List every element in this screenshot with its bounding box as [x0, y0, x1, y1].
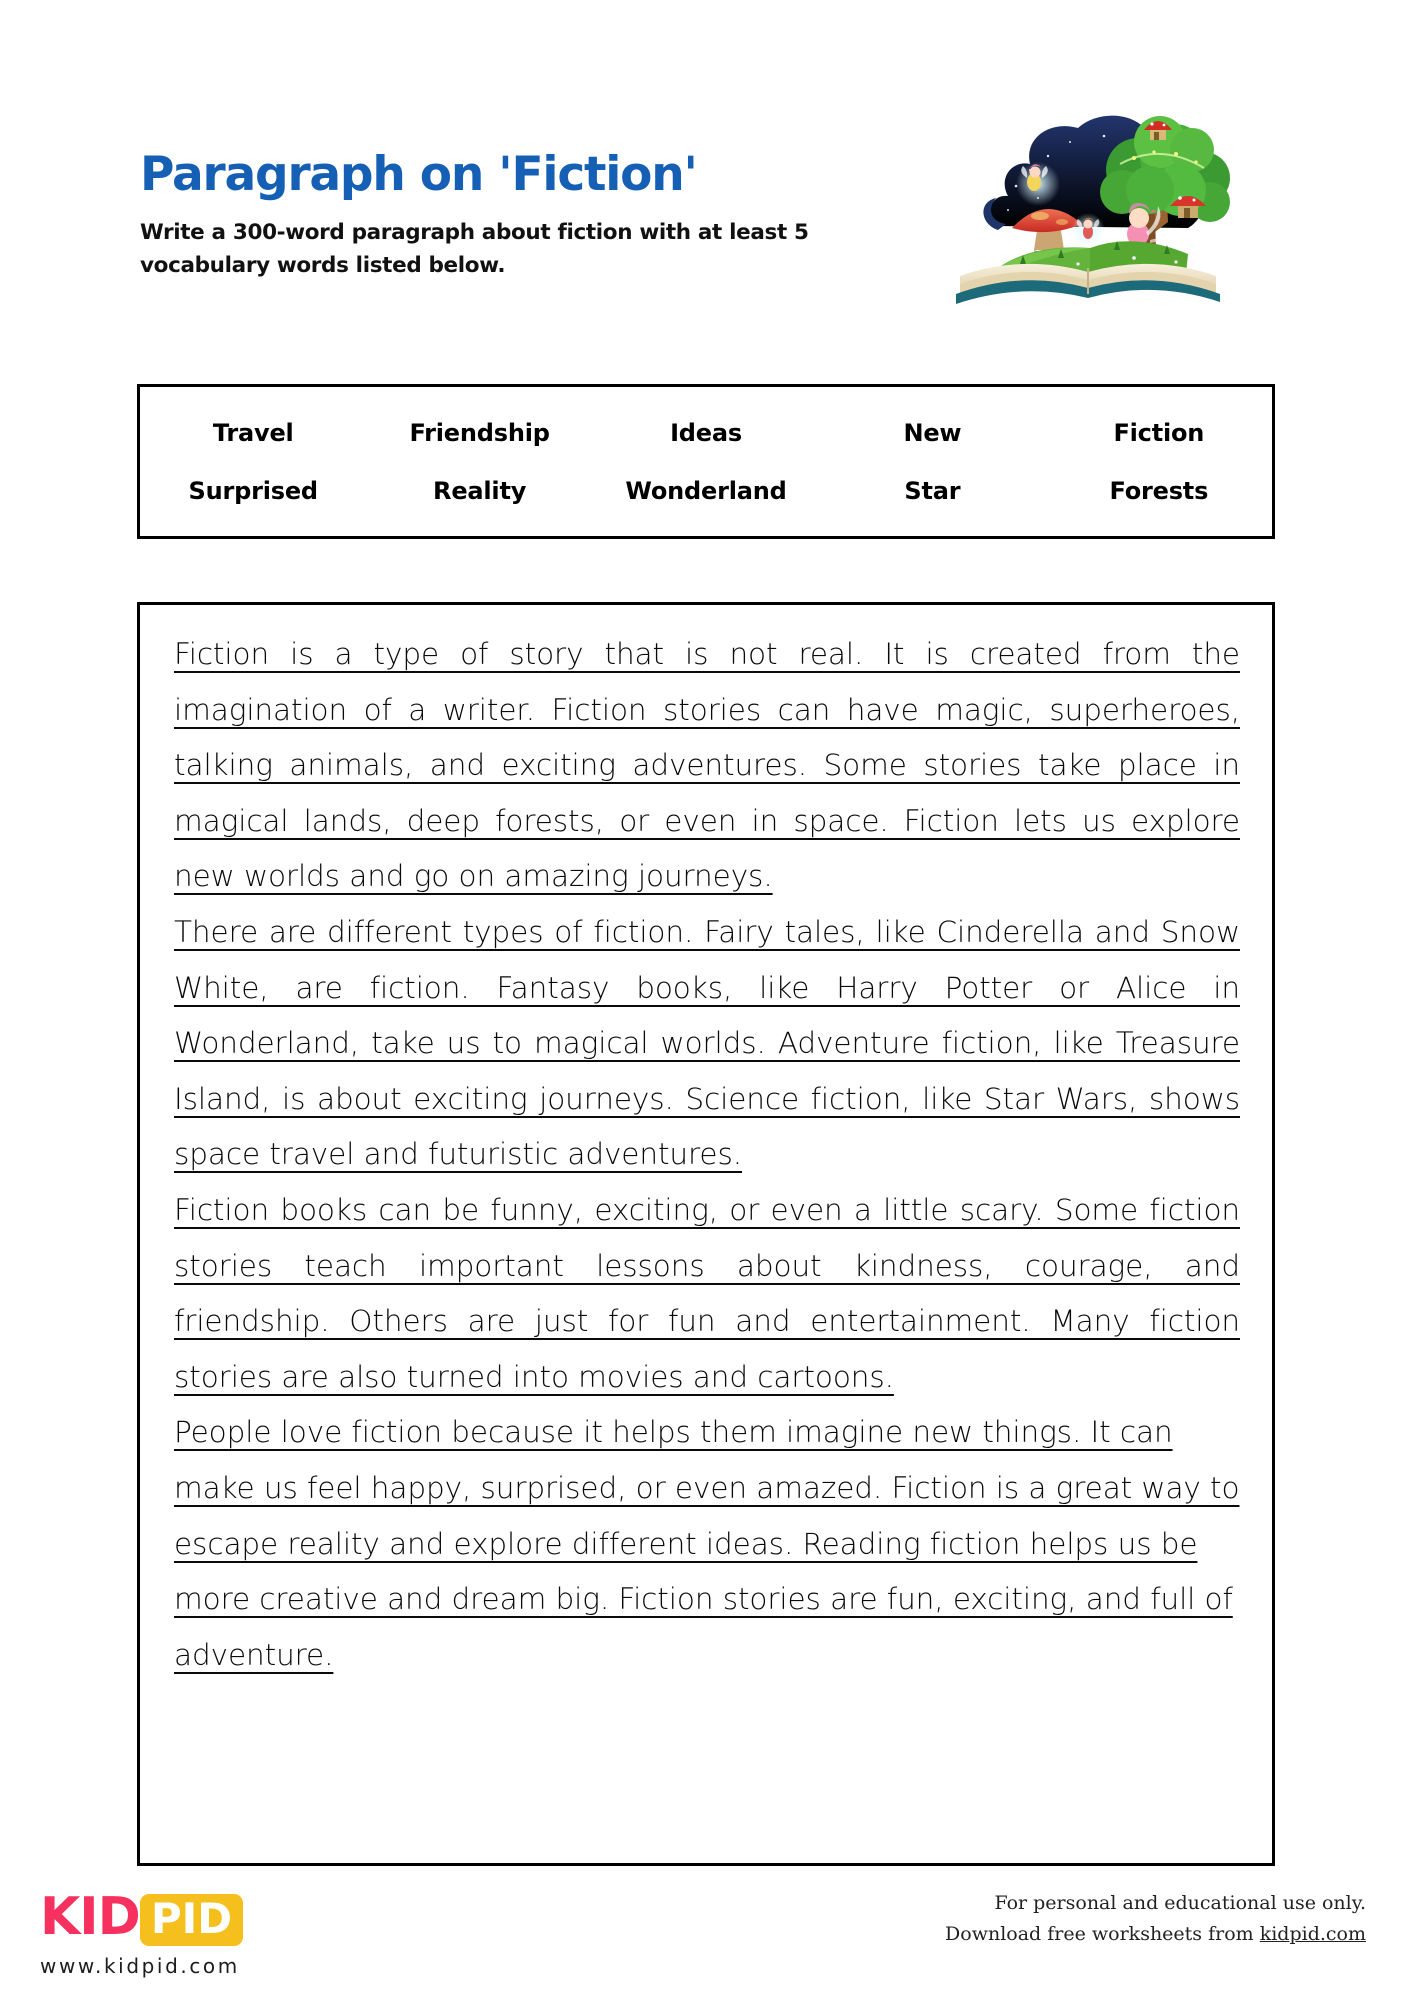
- writing-answer-box[interactable]: [137, 602, 1275, 1866]
- logo-mark: [40, 1888, 243, 1946]
- vocabulary-word: Forests: [1109, 476, 1209, 505]
- page-footer: [0, 1880, 1414, 2000]
- logo-website-url: www.kidpid.com: [40, 1954, 240, 1978]
- vocabulary-word: Reality: [433, 476, 527, 505]
- open-storybook-fairy-tale-icon: [938, 98, 1238, 306]
- kidpid-logo[interactable]: [40, 1888, 243, 1978]
- logo-kid-text: KID: [40, 1887, 140, 1947]
- vocabulary-word: Star: [904, 476, 961, 505]
- vocabulary-word: Fiction: [1113, 418, 1205, 447]
- answer-paragraph: [174, 1183, 1240, 1405]
- footer-notice-line1: For personal and educational use only.: [994, 1892, 1366, 1914]
- vocabulary-box: [137, 384, 1275, 539]
- vocabulary-row: [140, 477, 1272, 505]
- answer-paragraph-text: Fiction books can be funny, exciting, or even a little scary. Some fiction stories teach important lessons about kindness, courage, and friendship. Others are just for fun and entertainment. Many fiction stories are also turned into movies and cartoons.: [174, 1192, 1240, 1394]
- vocabulary-word: Wonderland: [625, 476, 787, 505]
- vocabulary-word: Travel: [212, 418, 294, 447]
- worksheet-instructions: Write a 300-word paragraph about fiction with at least 5 vocabulary words listed below.: [140, 220, 809, 279]
- answer-paragraph-text: People love fiction because it helps them imagine new things. It can make us feel happy, surprised, or even amazed. Fiction is a great way to escape reality and explore different ideas. Reading fiction helps us be more creative and dream big. Fiction stories are fun, exciting, and full of adventure.: [174, 1415, 1240, 1672]
- vocabulary-word: Ideas: [670, 418, 742, 447]
- page-title: Paragraph on 'Fiction': [140, 147, 697, 202]
- footer-notice-line2: [945, 1919, 1366, 1950]
- footer-notice-prefix: Download free worksheets from: [945, 1922, 1260, 1945]
- answer-paragraph-text: There are different types of fiction. Fairy tales, like Cinderella and Snow White, are fiction. Fantasy books, like Harry Potter or Alice in Wonderland, take us to magical worlds. Adventure fiction, like Treasure Island, is about exciting journeys. Science fiction, like Star Wars, shows space travel and futuristic adventures.: [174, 914, 1240, 1172]
- vocabulary-word: Surprised: [188, 476, 318, 505]
- answer-paragraph: [174, 1405, 1240, 1683]
- answer-paragraph: [174, 905, 1240, 1183]
- vocabulary-word: New: [903, 418, 962, 447]
- vocabulary-word: Friendship: [409, 418, 550, 447]
- kidpid-link[interactable]: kidpid.com: [1259, 1922, 1366, 1945]
- logo-pid-text: PID: [140, 1894, 243, 1946]
- answer-paragraph-text: Fiction is a type of story that is not real. It is created from the imagination of a writer. Fiction stories can have magic, superheroes, talking animals, and exciting adventures. Some stories take place in magical lands, deep forests, or even in space. Fiction lets us explore new worlds and go on amazing journeys.: [174, 637, 1240, 894]
- footer-notice: [945, 1888, 1366, 1950]
- answer-paragraph: [174, 627, 1240, 905]
- worksheet-header: [140, 147, 930, 283]
- vocabulary-row: [140, 419, 1272, 447]
